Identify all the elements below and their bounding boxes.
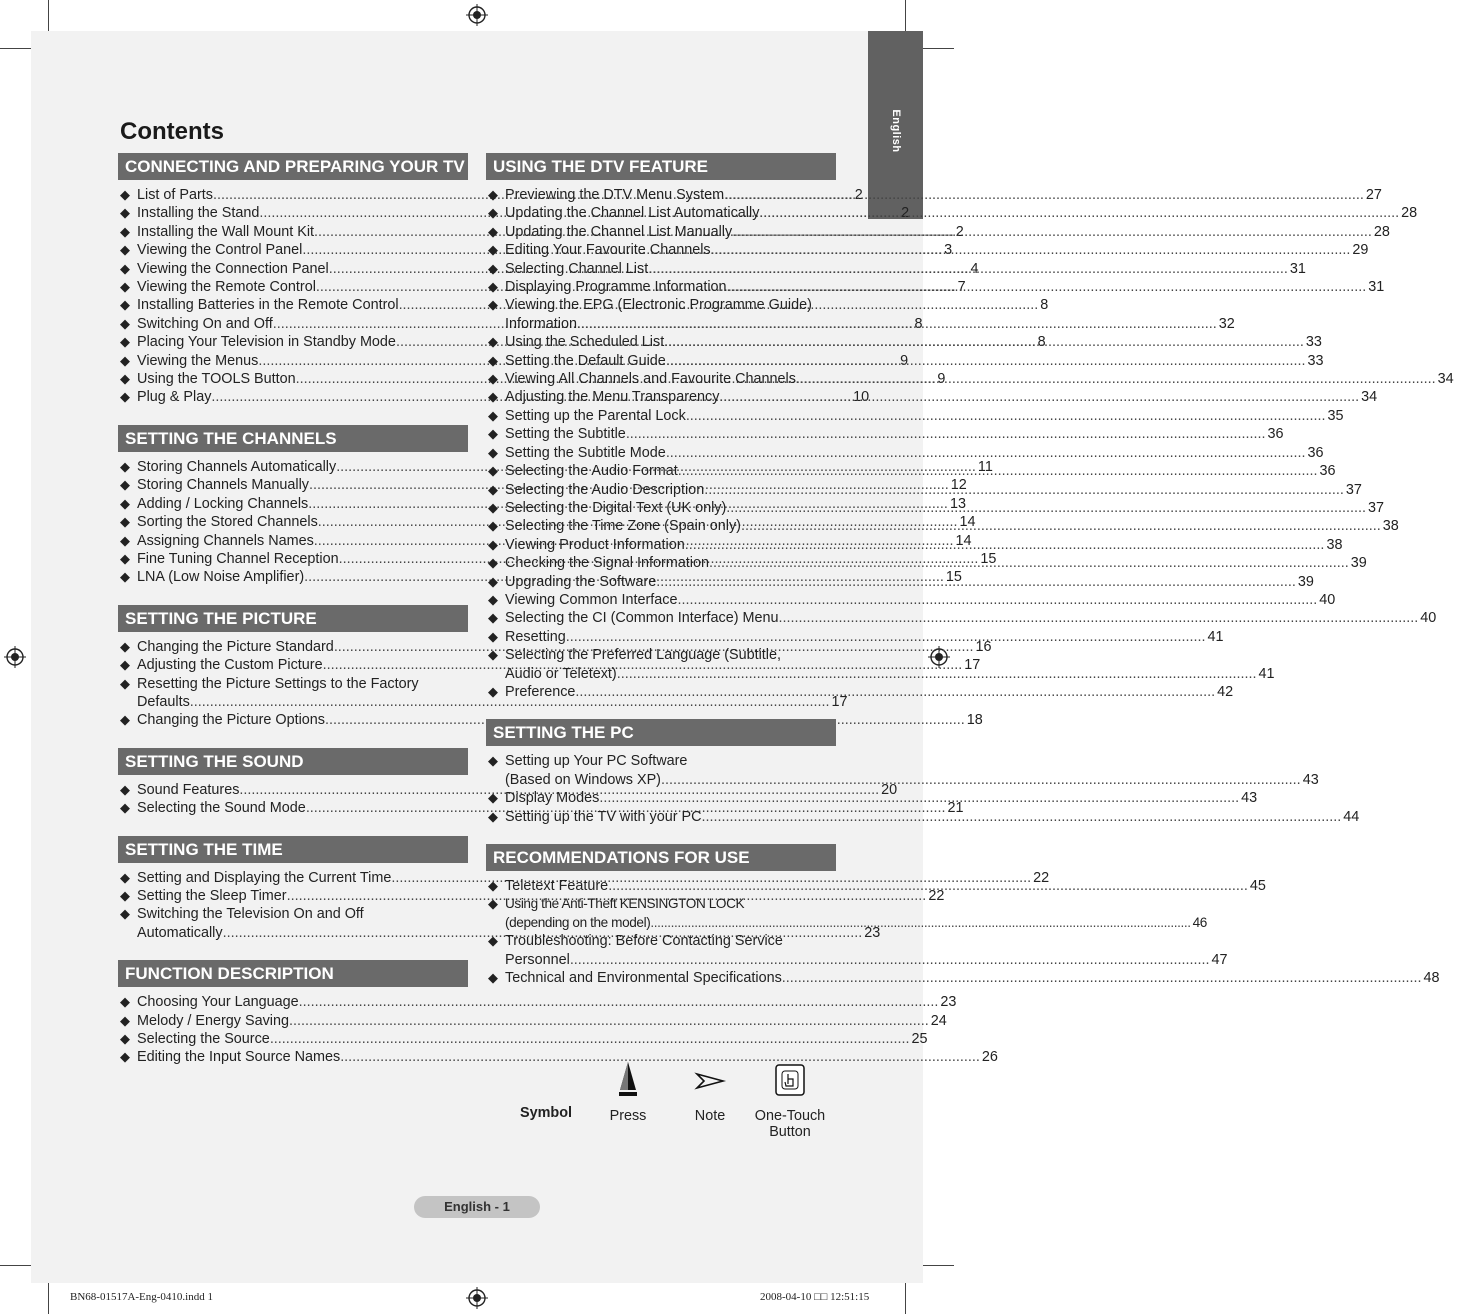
toc-entry[interactable] (486, 683, 1234, 701)
dot-leader (626, 425, 1266, 443)
toc-entry-title: Viewing the Remote Control (137, 279, 316, 296)
toc-entry[interactable] (486, 609, 1437, 627)
toc-entry-page: 35 (1327, 407, 1344, 424)
diamond-bullet-icon: ◆ (120, 906, 130, 922)
dot-leader (709, 554, 1349, 572)
toc-entry-page: 4 (970, 260, 979, 277)
toc-entry-page: 34 (1437, 371, 1454, 388)
section-heading: RECOMMENDATIONS FOR USE (486, 844, 836, 871)
diamond-bullet-icon: ◆ (488, 223, 498, 239)
toc-entry-page: 7 (957, 279, 966, 296)
diamond-bullet-icon: ◆ (120, 371, 130, 387)
diamond-bullet-icon: ◆ (488, 536, 498, 552)
crop-mark (923, 1265, 954, 1266)
print-filename: BN68-01517A-Eng-0410.indd 1 (70, 1291, 213, 1303)
toc-entry-page: 14 (959, 514, 976, 531)
print-timestamp: 2008-04-10 □□ 12:51:15 (760, 1291, 870, 1303)
diamond-bullet-icon: ◆ (488, 628, 498, 644)
dot-leader (782, 969, 1422, 987)
toc-entry[interactable] (118, 711, 983, 729)
toc-entry-page: 8 (914, 315, 923, 332)
dot-leader (686, 407, 1326, 425)
diamond-bullet-icon: ◆ (120, 389, 130, 405)
dot-leader (724, 186, 1364, 204)
toc-entry-title: Information (505, 315, 577, 332)
toc-entry-title: Resetting (505, 628, 566, 645)
diamond-bullet-icon: ◆ (488, 481, 498, 497)
toc-entry-title: Changing the Picture Standard (137, 638, 334, 655)
toc-entry-title: Selecting the Source (137, 1031, 270, 1047)
toc-entry-title: Setting up the TV with your PC (505, 808, 702, 825)
note-label: Note (694, 1108, 726, 1124)
section-heading: SETTING THE PC (486, 719, 836, 746)
toc-entry-title: Selecting the Sound Mode (137, 800, 306, 817)
toc-entry-page: 38 (1382, 518, 1399, 535)
toc-entry-page: 20 (881, 781, 898, 798)
toc-entry-title: (depending on the model) (505, 914, 651, 930)
toc-entry-page: 33 (1305, 334, 1322, 351)
toc-entry-title: Storing Channels Manually (137, 477, 309, 494)
toc-entry-title: Sorting the Stored Channels (137, 514, 318, 531)
toc-entry-page: 28 (1373, 223, 1390, 240)
page-title: Contents (120, 118, 224, 145)
crop-mark (0, 48, 31, 49)
note-icon (694, 1060, 726, 1100)
toc-entry-page: 15 (945, 569, 962, 586)
crop-mark (48, 1283, 49, 1314)
toc-entry-title: Viewing the EPG (Electronic Programme Guide) (505, 297, 812, 314)
toc-entry-page: 13 (949, 495, 966, 512)
page-number-badge: English - 1 (414, 1196, 540, 1218)
dot-leader (566, 628, 1206, 646)
diamond-bullet-icon: ◆ (488, 555, 498, 571)
toc-entry-title: Fine Tuning Channel Reception (137, 550, 339, 567)
toc-entry[interactable] (118, 1030, 928, 1048)
toc-entry-page: 25 (911, 1031, 928, 1047)
toc-entry[interactable] (486, 352, 1324, 370)
section-heading: SETTING THE SOUND (118, 748, 468, 775)
toc-entry-title: Updating the Channel List Manually (505, 223, 733, 240)
diamond-bullet-icon: ◆ (120, 800, 130, 816)
toc-entry-title: List of Parts (137, 187, 213, 203)
dot-leader (289, 1012, 929, 1030)
diamond-bullet-icon: ◆ (488, 970, 498, 986)
diamond-bullet-icon: ◆ (488, 334, 498, 350)
toc-entry-title: Viewing the Control Panel (137, 242, 303, 259)
diamond-bullet-icon: ◆ (488, 371, 498, 387)
toc-entry[interactable] (118, 993, 957, 1011)
one-touch-button-label: One-Touch Button (754, 1108, 826, 1140)
toc-entry-title: Viewing Product Information (505, 536, 685, 553)
diamond-bullet-icon: ◆ (488, 573, 498, 589)
diamond-bullet-icon: ◆ (488, 683, 498, 699)
toc-entry-page: 9 (937, 371, 946, 388)
toc-entry-page: 8 (1040, 297, 1049, 314)
toc-entry-title: Preference (505, 683, 576, 700)
language-tab-label: English (889, 109, 902, 153)
toc-entry-title: Viewing the Menus (137, 352, 259, 369)
diamond-bullet-icon: ◆ (488, 426, 498, 442)
dot-leader (685, 536, 1325, 554)
diamond-bullet-icon: ◆ (120, 187, 130, 202)
toc-entry-page: 23 (940, 994, 957, 1011)
diamond-bullet-icon: ◆ (120, 260, 130, 276)
section-heading: CONNECTING AND PREPARING YOUR TV (118, 153, 468, 180)
crop-mark (923, 48, 954, 49)
toc-entry-title: Installing the Stand (137, 205, 260, 222)
press-label: Press (609, 1108, 647, 1124)
toc-entry[interactable] (486, 628, 1224, 646)
dot-leader (270, 1030, 910, 1048)
toc-entry-title: Display Modes (505, 790, 600, 807)
toc-entry-title: Using the TOOLS Button (137, 371, 296, 388)
toc-entry-page: 38 (1326, 536, 1343, 553)
toc-entry-page: 21 (947, 800, 964, 817)
toc-entry-page: 41 (1258, 665, 1275, 682)
toc-entry-title: Selecting the Audio Description (505, 481, 705, 498)
diamond-bullet-icon: ◆ (120, 887, 130, 903)
toc-entry-title: Previewing the DTV Menu System (505, 187, 725, 203)
toc-entry[interactable] (486, 591, 1336, 609)
diamond-bullet-icon: ◆ (120, 223, 130, 239)
toc-entry-title: Plug & Play (137, 389, 212, 406)
dot-leader (741, 517, 1381, 535)
symbol-legend-label: Symbol (520, 1105, 572, 1121)
toc-entry-title: Selecting the Digital Text (UK only) (505, 499, 727, 516)
toc-entry-page: 2 (854, 187, 863, 203)
section-heading: SETTING THE PICTURE (118, 605, 468, 632)
diamond-bullet-icon: ◆ (120, 297, 130, 313)
diamond-bullet-icon: ◆ (120, 514, 130, 530)
toc-entry-title: Using the Scheduled List (505, 334, 665, 351)
dot-leader (656, 573, 1296, 591)
toc-entry-page: 24 (930, 1012, 947, 1029)
toc-entry-page: 26 (981, 1049, 998, 1066)
diamond-bullet-icon: ◆ (120, 532, 130, 548)
toc-entry-page: 16 (975, 638, 992, 655)
diamond-bullet-icon: ◆ (488, 242, 498, 258)
toc-entry-page: 15 (980, 550, 997, 567)
toc-entry-title: Switching the Television On and Off (137, 906, 364, 923)
toc-entry[interactable] (486, 241, 1369, 259)
dot-leader (759, 204, 1399, 222)
toc-entry-title: Setting the Subtitle (505, 426, 626, 443)
dot-leader (796, 370, 1436, 388)
section-heading: USING THE DTV FEATURE (486, 153, 836, 180)
toc-entry[interactable] (486, 752, 1319, 789)
diamond-bullet-icon: ◆ (120, 315, 130, 331)
toc-entry-title: LNA (Low Noise Amplifier) (137, 569, 305, 586)
toc-entry-page: 32 (1218, 315, 1235, 332)
press-symbol (598, 1060, 658, 1124)
diamond-bullet-icon: ◆ (120, 1012, 130, 1028)
diamond-bullet-icon: ◆ (120, 1031, 130, 1046)
dot-leader (711, 241, 1351, 259)
toc-entry-page: 48 (1423, 970, 1440, 987)
toc-entry[interactable] (486, 407, 1344, 425)
toc-entry-page: 47 (1211, 951, 1228, 968)
dot-leader (727, 278, 1367, 296)
dot-leader (704, 481, 1344, 499)
note-symbol (680, 1060, 740, 1124)
dot-leader (779, 609, 1419, 627)
toc-entry-title: Selecting the Audio Format (505, 463, 678, 480)
toc-entry[interactable] (486, 223, 1390, 241)
diamond-bullet-icon: ◆ (120, 242, 130, 258)
toc-entry[interactable] (486, 969, 1440, 987)
toc-entry-title: Viewing Common Interface (505, 591, 678, 608)
toc-entry-title: Editing Your Favourite Channels (505, 242, 711, 259)
diamond-bullet-icon: ◆ (488, 187, 498, 202)
toc-entry-title: Storing Channels Automatically (137, 458, 337, 475)
diamond-bullet-icon: ◆ (120, 638, 130, 654)
registration-mark-icon (466, 1287, 488, 1309)
diamond-bullet-icon: ◆ (488, 463, 498, 479)
dot-leader (666, 444, 1306, 462)
crop-mark (905, 1283, 906, 1314)
toc-entry-page: 9 (900, 352, 909, 369)
diamond-bullet-icon: ◆ (488, 260, 498, 276)
one-touch-button-icon (774, 1060, 806, 1100)
toc-entry-title: Updating the Channel List Automatically (505, 205, 760, 222)
diamond-bullet-icon: ◆ (488, 297, 498, 313)
toc-entry-page: 11 (977, 458, 993, 475)
section-heading: FUNCTION DESCRIPTION (118, 960, 468, 987)
toc-entry[interactable] (486, 278, 1385, 296)
registration-mark-icon (4, 646, 26, 668)
dot-leader (570, 951, 1210, 969)
toc-entry-page: 31 (1289, 260, 1306, 277)
toc-entry-title: Viewing the Connection Panel (137, 260, 329, 277)
toc-entry-page: 41 (1207, 628, 1224, 645)
symbol-legend (510, 1060, 850, 1150)
diamond-bullet-icon: ◆ (488, 896, 498, 912)
dot-leader (702, 808, 1342, 826)
toc-entry-title: Using the Anti-Theft KENSINGTON LOCK (505, 896, 745, 912)
diamond-bullet-icon: ◆ (488, 205, 498, 221)
toc-entry-title: Changing the Picture Options (137, 712, 325, 729)
diamond-bullet-icon: ◆ (120, 675, 130, 691)
diamond-bullet-icon: ◆ (120, 495, 130, 511)
toc-entry-title: Setting and Displaying the Current Time (137, 869, 392, 886)
toc-entry-title: Selecting the Preferred Language (Subtitle, (505, 647, 782, 664)
toc-entry-title: Technical and Environmental Specifications (505, 970, 782, 987)
toc-entry-title: Installing Batteries in the Remote Control (137, 297, 399, 314)
diamond-bullet-icon: ◆ (488, 933, 498, 949)
diamond-bullet-icon: ◆ (488, 591, 498, 607)
toc-entry-page: 40 (1420, 610, 1437, 627)
toc-entry-title: Upgrading the Software (505, 573, 657, 590)
toc-entry-page: 36 (1319, 463, 1336, 480)
toc-entry-title: Setting the Subtitle Mode (505, 444, 666, 461)
dot-leader (719, 388, 1359, 406)
dot-leader (666, 352, 1306, 370)
toc-entry[interactable] (118, 1048, 998, 1066)
toc-entry-title: Teletext Feature (505, 878, 609, 894)
toc-entry-title: Switching On and Off (137, 315, 273, 332)
dot-leader (726, 499, 1366, 517)
diamond-bullet-icon: ◆ (120, 334, 130, 350)
diamond-bullet-icon: ◆ (488, 444, 498, 460)
toc-entry[interactable] (486, 444, 1324, 462)
toc-entry-title: Sound Features (137, 781, 240, 798)
press-icon (615, 1060, 641, 1100)
dot-leader (678, 462, 1318, 480)
toc-entry-page: 17 (831, 693, 848, 710)
toc-entry-title: Editing the Input Source Names (137, 1049, 341, 1066)
toc-entry[interactable] (486, 425, 1284, 443)
dot-leader (678, 591, 1318, 609)
toc-entry-page: 27 (1365, 187, 1382, 203)
toc-entry-title: (Based on Windows XP) (505, 771, 661, 788)
diamond-bullet-icon: ◆ (120, 781, 130, 797)
toc-entry-page: 43 (1241, 790, 1258, 807)
toc-entry-title: Setting up Your PC Software (505, 753, 688, 770)
dot-leader (575, 683, 1215, 701)
toc-entry-page: 23 (864, 924, 881, 941)
diamond-bullet-icon: ◆ (488, 518, 498, 534)
toc-entry-title: Adding / Locking Channels (137, 495, 309, 512)
diamond-bullet-icon: ◆ (488, 499, 498, 515)
registration-mark-icon (466, 4, 488, 26)
toc-entry-title: Displaying Programme Information (505, 279, 727, 296)
toc-entry-page: 36 (1267, 426, 1284, 443)
dot-leader (661, 771, 1301, 789)
toc-entry-title: Automatically (137, 924, 223, 941)
toc-entry-title: Melody / Energy Saving (137, 1012, 289, 1029)
diamond-bullet-icon: ◆ (120, 994, 130, 1010)
toc-entry-page: 39 (1297, 573, 1314, 590)
toc-entry-page: 12 (950, 477, 967, 494)
toc-entry-page: 3 (944, 242, 953, 259)
one-touch-button-symbol (752, 1060, 828, 1140)
toc-entry-title: Selecting Channel List (505, 260, 649, 277)
toc-entry-page: 45 (1249, 878, 1266, 894)
toc-entry-page: 31 (1368, 279, 1385, 296)
toc-entry-title: Placing Your Television in Standby Mode (137, 334, 396, 351)
dot-leader (664, 333, 1304, 351)
diamond-bullet-icon: ◆ (488, 808, 498, 824)
diamond-bullet-icon: ◆ (120, 712, 130, 728)
toc-entry[interactable] (486, 370, 1454, 388)
toc-entry-page: 29 (1352, 242, 1369, 259)
diamond-bullet-icon: ◆ (120, 458, 130, 474)
diamond-bullet-icon: ◆ (120, 477, 130, 493)
section-heading: SETTING THE TIME (118, 836, 468, 863)
toc-entry[interactable] (118, 1012, 947, 1030)
toc-entry-title: Selecting the Time Zone (Spain only) (505, 518, 741, 535)
toc-entry-page: 37 (1345, 481, 1362, 498)
toc-entry-title: Resetting the Picture Settings to the Factory (137, 675, 419, 692)
toc-entry-page: 22 (928, 887, 945, 904)
toc-entry-title: Adjusting the Custom Picture (137, 657, 323, 674)
diamond-bullet-icon: ◆ (488, 352, 498, 368)
toc-entry-title: Adjusting the Menu Transparency (505, 389, 720, 406)
toc-entry-page: 14 (955, 532, 972, 549)
dot-leader (617, 665, 1257, 683)
toc-entry-page: 37 (1368, 499, 1385, 516)
toc-entry[interactable] (486, 333, 1322, 351)
toc-entry-title: Audio or Teletext) (505, 665, 617, 682)
toc-entry-title: Setting the Default Guide (505, 352, 666, 369)
diamond-bullet-icon: ◆ (120, 569, 130, 585)
toc-entry-page: 40 (1319, 591, 1336, 608)
toc-entry-title: Checking the Signal Information (505, 555, 709, 572)
diamond-bullet-icon: ◆ (488, 878, 498, 893)
dot-leader (599, 789, 1239, 807)
toc-entry-page: 43 (1302, 771, 1319, 788)
toc-entry[interactable] (486, 204, 1418, 222)
toc-entry-page: 18 (966, 712, 983, 729)
diamond-bullet-icon: ◆ (488, 279, 498, 295)
toc-entry-page: 39 (1350, 555, 1367, 572)
toc-entry-page: 33 (1307, 352, 1324, 369)
toc-entry-page: 17 (964, 657, 981, 674)
toc-entry-title: Setting up the Parental Lock (505, 407, 686, 424)
toc-entry-page: 46 (1192, 914, 1207, 930)
toc-entry-page: 44 (1343, 808, 1360, 825)
diamond-bullet-icon: ◆ (120, 550, 130, 566)
toc-entry-title: Assigning Channels Names (137, 532, 314, 549)
toc-entry-title: Viewing All Channels and Favourite Channels (505, 371, 796, 388)
toc-entry-page: 10 (853, 389, 870, 406)
dot-leader (577, 315, 1217, 333)
crop-mark (905, 0, 906, 31)
toc-entry-page: 42 (1217, 683, 1234, 700)
diamond-bullet-icon: ◆ (488, 790, 498, 806)
toc-entry-page: 36 (1307, 444, 1324, 461)
dot-leader (650, 914, 1190, 932)
toc-entry-title: Personnel (505, 951, 570, 968)
crop-mark (48, 0, 49, 31)
diamond-bullet-icon: ◆ (120, 869, 130, 885)
diamond-bullet-icon: ◆ (120, 279, 130, 295)
diamond-bullet-icon: ◆ (488, 647, 498, 663)
toc-entry-page: 2 (901, 205, 910, 222)
toc-entry-title: Selecting the CI (Common Interface) Menu (505, 610, 779, 627)
toc-entry[interactable] (486, 296, 1235, 333)
toc-entry-title: Choosing Your Language (137, 994, 299, 1011)
dot-leader (732, 223, 1372, 241)
toc-entry-page: 28 (1401, 205, 1418, 222)
toc-entry-title: Installing the Wall Mount Kit (137, 223, 315, 240)
toc-entry-page: 34 (1361, 389, 1378, 406)
toc-entry-page: 2 (955, 223, 964, 240)
diamond-bullet-icon: ◆ (120, 657, 130, 673)
toc-entry-page: 22 (1033, 869, 1050, 886)
toc-entry[interactable] (486, 186, 1382, 204)
diamond-bullet-icon: ◆ (488, 753, 498, 769)
crop-mark (0, 1265, 31, 1266)
diamond-bullet-icon: ◆ (488, 389, 498, 405)
diamond-bullet-icon: ◆ (488, 610, 498, 626)
toc-entry-title: Defaults (137, 693, 190, 710)
diamond-bullet-icon: ◆ (120, 205, 130, 221)
section-heading: SETTING THE CHANNELS (118, 425, 468, 452)
diamond-bullet-icon: ◆ (488, 407, 498, 423)
toc-entry-title: Setting the Sleep Timer (137, 887, 287, 904)
diamond-bullet-icon: ◆ (120, 1049, 130, 1065)
toc-entry[interactable] (486, 260, 1306, 278)
toc-entry-title: Troubleshooting: Before Contacting Service (505, 933, 783, 950)
dot-leader (648, 260, 1288, 278)
dot-leader (608, 877, 1248, 895)
toc-entry-page: 8 (1037, 334, 1046, 351)
diamond-bullet-icon: ◆ (120, 352, 130, 368)
